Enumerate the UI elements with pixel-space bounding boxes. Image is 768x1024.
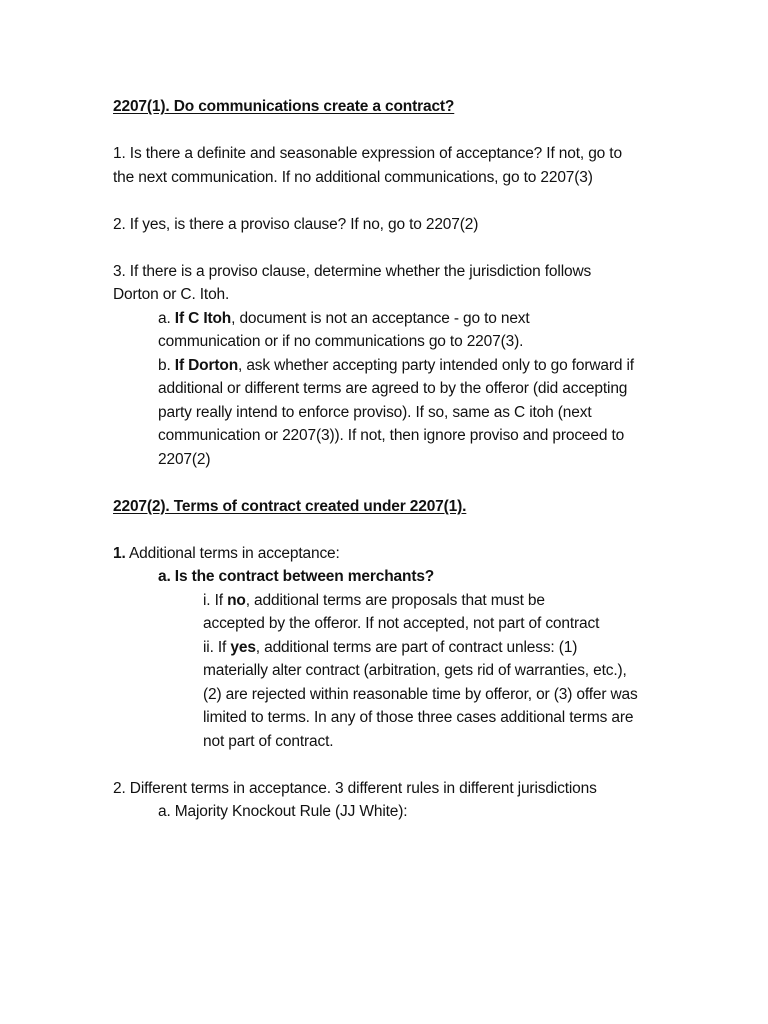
step-3b-text: , ask whether accepting party intended only to go forward if additional or different terms are agreed to by the offeror (did accepting party really intend to enforce proviso). If so, same as C itoh (next communication or 2207(3)). If not, then ignore proviso and proceed to 2207(2) bbox=[158, 356, 634, 468]
merchants-yes bbox=[113, 636, 643, 754]
merchants-no-prefix: i. If bbox=[203, 591, 228, 609]
section-heading-2207-1: 2207(1). Do communications create a contract? bbox=[113, 98, 455, 115]
step-3b-dorton bbox=[113, 354, 658, 472]
step-3b-bold: If Dorton bbox=[174, 356, 239, 374]
step-3a-prefix: a. bbox=[158, 309, 175, 327]
merchants-yes-prefix: ii. If bbox=[203, 638, 231, 656]
spacer bbox=[113, 236, 673, 260]
merchants-question bbox=[113, 565, 673, 589]
spacer bbox=[113, 471, 673, 495]
step-2-proviso: 2. If yes, is there a proviso clause? If no, go to 2207(2) bbox=[113, 215, 479, 233]
step-1-acceptance: 1. Is there a definite and seasonable expression of acceptance? If not, go to the next communication. If no additional communications, go to 2207(3) bbox=[113, 145, 622, 186]
additional-terms-text: Additional terms in acceptance: bbox=[125, 544, 340, 562]
knockout-rule-item: a. Majority Knockout Rule (JJ White): bbox=[158, 803, 408, 820]
section-heading-2207-2: 2207(2). Terms of contract created under 2207(1). bbox=[113, 497, 467, 515]
merchants-yes-text: , additional terms are part of contract unless: (1) materially alter contract (arbitration, gets rid of warranties, etc.), (2) are rejected within reasonable time by offeror, or (3) offer was limited to terms. In any of those three cases additional terms are not part of contract. bbox=[203, 638, 638, 750]
step-3b-prefix: b. bbox=[158, 356, 175, 374]
step-3-jurisdiction: 3. If there is a proviso clause, determine whether the jurisdiction follows Dorton or C. Itoh. bbox=[113, 262, 592, 303]
spacer bbox=[113, 753, 673, 777]
step-3a-c-itoh bbox=[113, 307, 588, 354]
different-terms-item: 2. Different terms in acceptance. 3 different rules in different jurisdictions bbox=[113, 779, 597, 797]
merchants-question-text: a. Is the contract between merchants? bbox=[158, 568, 435, 585]
document-body bbox=[113, 95, 673, 824]
spacer bbox=[113, 518, 673, 542]
step-3a-bold: If C Itoh bbox=[174, 309, 232, 327]
merchants-no-bold: no bbox=[227, 591, 246, 609]
merchants-yes-bold: yes bbox=[230, 638, 256, 656]
spacer bbox=[113, 189, 673, 213]
additional-terms-number: 1. bbox=[113, 544, 126, 562]
spacer bbox=[113, 119, 673, 143]
merchants-no bbox=[113, 589, 608, 636]
additional-terms-item bbox=[113, 542, 673, 566]
step-3a-text: , document is not an acceptance - go to next communication or if no communications go to 2207(3). bbox=[158, 309, 530, 350]
merchants-no-text: , additional terms are proposals that must be accepted by the offeror. If not accepted, not part of contract bbox=[203, 591, 600, 632]
